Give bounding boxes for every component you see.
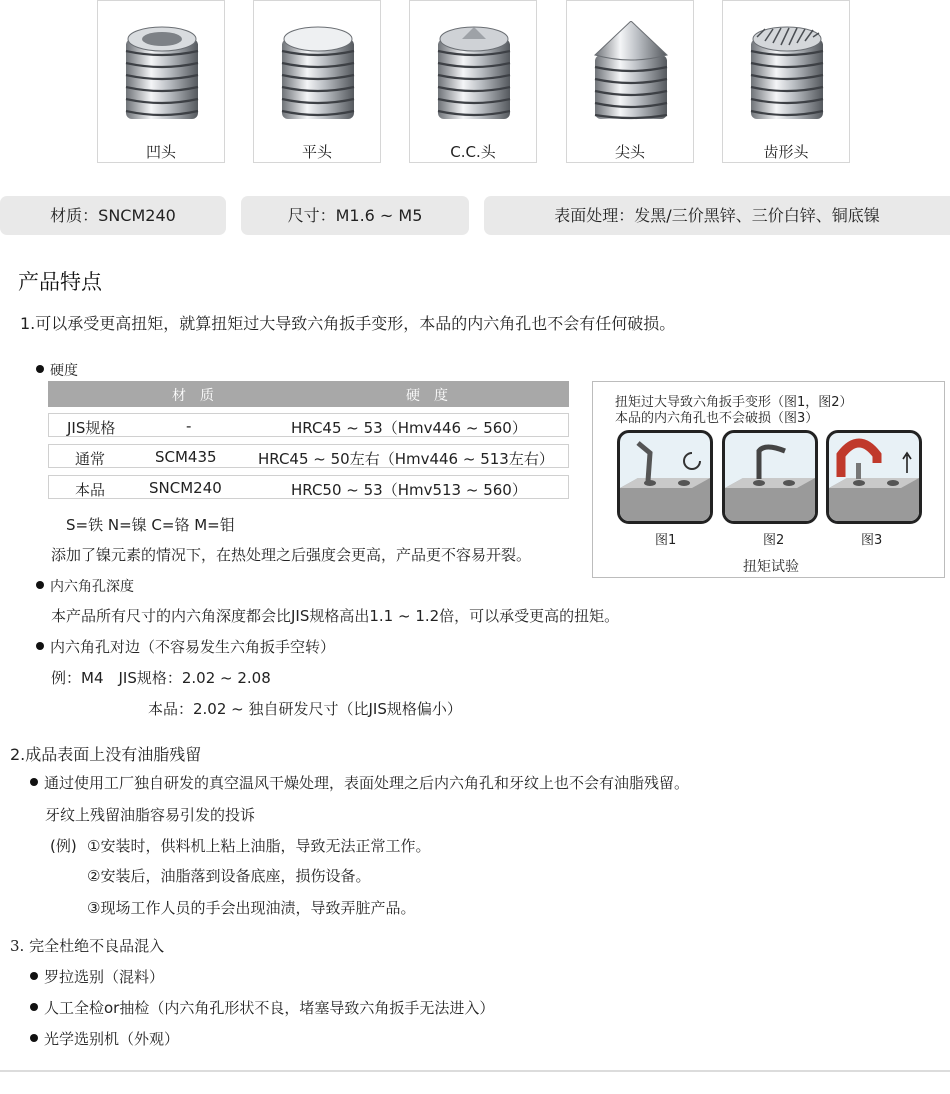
- point3-item-text: 罗拉选别（混料）: [44, 968, 165, 986]
- screw-label: 尖头: [614, 143, 645, 161]
- screw-card-cup: [97, 0, 225, 163]
- table-row: [48, 413, 569, 437]
- point3-title: 3. 完全杜绝不良品混入: [10, 937, 165, 955]
- point2-sub: 牙纹上残留油脂容易引发的投诉: [45, 806, 256, 824]
- point2-item-3: ③现场工作人员的手会出现油渍，导致弄脏产品。: [87, 899, 416, 917]
- point3-item: [30, 997, 494, 1018]
- point2-item-2: ②安装后，油脂落到设备底座，损伤设备。: [87, 867, 371, 885]
- features-title: 产品特点: [18, 270, 102, 294]
- cell: JIS规格: [67, 419, 116, 437]
- cell: 通常: [75, 450, 106, 468]
- cell: HRC45 ~ 53（Hmv446 ~ 560）: [291, 419, 527, 437]
- screw-card-cc: [409, 0, 537, 163]
- screw-label: 平头: [301, 143, 332, 161]
- point1-text: 1.可以承受更高扭矩，就算扭矩过大导致六角扳手变形，本品的内六角孔也不会有任何破损。: [20, 314, 676, 333]
- point2-bullet-text: 通过使用工厂独自研发的真空温风干燥处理，表面处理之后内六角孔和牙纹上也不会有油脂残留。: [44, 774, 690, 792]
- across-example-1: 例：M4 JIS规格：2.02 ~ 2.08: [51, 669, 271, 687]
- screw-label: 凹头: [145, 143, 176, 161]
- cone-cup-set-screw-icon: [432, 21, 516, 126]
- figure-label-3: 图3: [861, 533, 883, 548]
- point3-item-text: 光学选别机（外观）: [44, 1030, 180, 1048]
- figure-panel-1: [617, 430, 713, 524]
- material-spec: 材质：SNCM240: [0, 196, 226, 235]
- point2-item-1: ①安装时，供料机上粘上油脂，导致无法正常工作。: [87, 837, 431, 855]
- table-row: [48, 475, 569, 499]
- magnet-test-icon: [829, 433, 919, 521]
- hardness-note: 添加了镍元素的情况下，在热处理之后强度会更高，产品更不容易开裂。: [51, 546, 532, 564]
- bottom-divider: [0, 1070, 950, 1072]
- screw-card-cone: [566, 0, 694, 163]
- hardness-table-header: [48, 381, 569, 407]
- depth-title: 内六角孔深度: [50, 579, 134, 595]
- element-legend: S=铁 N=镍 C=铬 M=钼: [66, 516, 235, 534]
- bullet-icon: [30, 778, 38, 786]
- torque-test-figure: [592, 381, 945, 578]
- cone-point-set-screw-icon: [589, 21, 673, 126]
- deformed-wrench-icon: [725, 433, 815, 521]
- point3-item: [30, 1028, 179, 1049]
- hardness-title: 硬度: [50, 363, 78, 379]
- figure-panel-3: [826, 430, 922, 524]
- knurled-cup-set-screw-icon: [745, 21, 829, 126]
- cell: HRC50 ~ 53（Hmv513 ~ 560）: [291, 481, 527, 499]
- screw-card-flat: [253, 0, 381, 163]
- bent-wrench-icon: [620, 433, 710, 521]
- bullet-icon: [36, 642, 44, 650]
- cell: HRC45 ~ 50左右（Hmv446 ~ 513左右）: [258, 450, 554, 468]
- bullet-icon: [30, 1034, 38, 1042]
- across-example-2: 本品：2.02 ~ 独自研发尺寸（比JIS规格偏小）: [148, 700, 462, 718]
- point2-example-prefix: (例): [50, 837, 77, 855]
- figure-label-2: 图2: [763, 533, 785, 548]
- cell: 本品: [75, 481, 106, 499]
- figure-label-1: 图1: [655, 533, 677, 548]
- bullet-icon: [30, 972, 38, 980]
- cell: SCM435: [155, 448, 217, 466]
- figure-line-1: 扭矩过大导致六角扳手变形（图1，图2）: [615, 395, 853, 410]
- cup-point-set-screw-icon: [120, 21, 204, 126]
- cell: -: [186, 417, 192, 435]
- across-title: 内六角孔对边（不容易发生六角扳手空转）: [50, 638, 336, 656]
- header-hardness: 硬 度: [406, 388, 448, 404]
- bullet-icon: [30, 1003, 38, 1011]
- depth-text: 本产品所有尺寸的内六角深度都会比JIS规格高出1.1 ~ 1.2倍，可以承受更高的扭矩。: [51, 607, 620, 625]
- screw-label: C.C.头: [450, 143, 496, 161]
- table-row: [48, 444, 569, 468]
- header-material: 材 质: [172, 388, 214, 404]
- point3-item: [30, 966, 164, 987]
- depth-heading: [36, 576, 134, 596]
- figure-line-2: 本品的内六角孔也不会破损（图3）: [615, 411, 819, 426]
- across-heading: [36, 636, 335, 657]
- cell: SNCM240: [149, 479, 222, 497]
- bullet-icon: [36, 365, 44, 373]
- point2-bullet: [30, 772, 689, 793]
- surface-spec: 表面处理：发黑/三价黑锌、三价白锌、铜底镍: [484, 196, 950, 235]
- flat-point-set-screw-icon: [276, 21, 360, 126]
- screw-card-knurled: [722, 0, 850, 163]
- point2-title: 2.成品表面上没有油脂残留: [10, 745, 202, 764]
- figure-caption: 扭矩试验: [743, 559, 799, 575]
- size-spec: 尺寸：M1.6 ~ M5: [241, 196, 469, 235]
- point3-item-text: 人工全检or抽检（内六角孔形状不良，堵塞导致六角扳手无法进入）: [44, 999, 495, 1017]
- bullet-icon: [36, 581, 44, 589]
- figure-panel-2: [722, 430, 818, 524]
- hardness-heading: [36, 360, 78, 380]
- screw-label: 齿形头: [763, 143, 809, 161]
